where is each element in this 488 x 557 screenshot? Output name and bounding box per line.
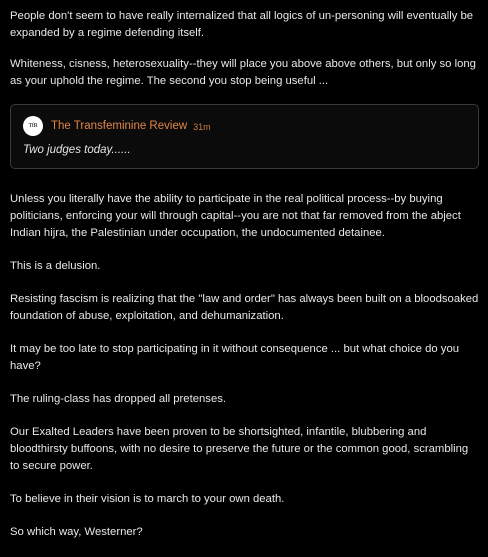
post-paragraph: It may be too late to stop participating in it without consequence ... but what choice do you have? (10, 343, 460, 372)
post-paragraph: Unless you literally have the ability to participate in the real political process--by buying politicians, enforcing your will through capital--you are not that far removed from the abject Indian hijra, the Palestinian under occupation, the undocumented detainee. (10, 193, 461, 239)
post-paragraph: Resisting fascism is realizing that the "law and order" has always been built on a bloodsoaked foundation of abuse, exploitation, and dehumanization. (10, 293, 479, 322)
post-paragraph: This is a delusion. (10, 260, 101, 272)
post-paragraph: Whiteness, cisness, heterosexuality--they will place you above above others, but only so long as your uphold the regime. The second you stop being useful ... (10, 58, 476, 87)
post-paragraph: To believe in their vision is to march to your own death. (10, 493, 285, 505)
avatar[interactable]: TfR (23, 116, 43, 136)
post-paragraph: Our Exalted Leaders have been proven to be shortsighted, infantile, blubbering and bloodthirsty buffoons, with no desire to preserve the future or the common good, scrambling to secure power. (10, 426, 469, 472)
quoted-post-timestamp: 31m (193, 121, 211, 132)
quoted-post-header (23, 115, 466, 137)
quoted-post-card[interactable] (10, 104, 479, 169)
quoted-author-name[interactable]: The Transfeminine Review (51, 120, 188, 132)
post-paragraph: People don't seem to have really internalized that all logics of un-personing will eventually be expanded by a regime defending itself. (10, 10, 474, 39)
post-body (10, 8, 480, 557)
quoted-post-text: Two judges today...... (23, 144, 131, 156)
post-paragraph: So which way, Westerner? (10, 526, 143, 538)
post-paragraph: The ruling-class has dropped all pretenses. (10, 393, 227, 405)
